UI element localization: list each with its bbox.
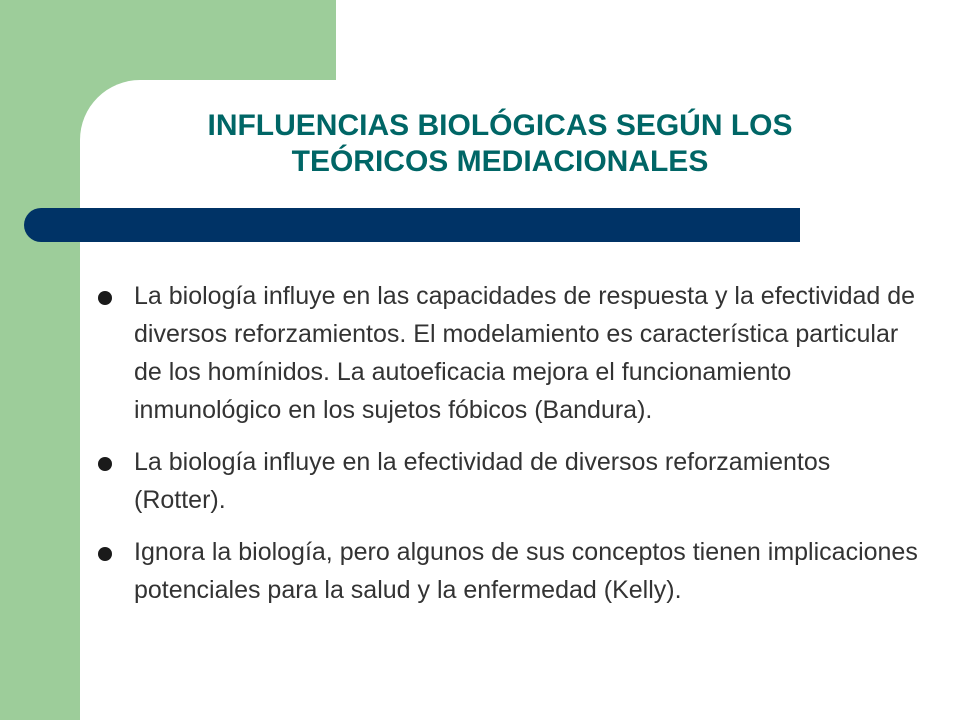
bullet-item-rotter [98, 443, 918, 519]
bullet-item-kelly [98, 533, 918, 609]
bullet-dot-icon [98, 547, 112, 561]
bullet-list [98, 277, 918, 623]
bullet-text: La biología influye en las capacidades de respuesta y la efectividad de diversos reforzamientos. El modelamiento es característica particular de los homínidos. La autoeficacia mejora el funcionamiento inmunológico en los sujetos fóbicos (Bandura). [134, 282, 916, 424]
bullet-dot-icon [98, 457, 112, 471]
bullet-dot-icon [98, 291, 112, 305]
bullet-item-bandura [98, 277, 918, 429]
title-underline-bar [24, 208, 800, 242]
title-line-1: INFLUENCIAS BIOLÓGICAS SEGÚN LOS [207, 109, 793, 142]
title-line-2: TEÓRICOS MEDIACIONALES [291, 145, 709, 178]
bullet-text: La biología influye en la efectividad de diversos reforzamientos (Rotter). [134, 448, 831, 514]
slide-title [120, 108, 880, 180]
bullet-text: Ignora la biología, pero algunos de sus conceptos tienen implicaciones potenciales para la salud y la enfermedad (Kelly). [134, 538, 918, 604]
